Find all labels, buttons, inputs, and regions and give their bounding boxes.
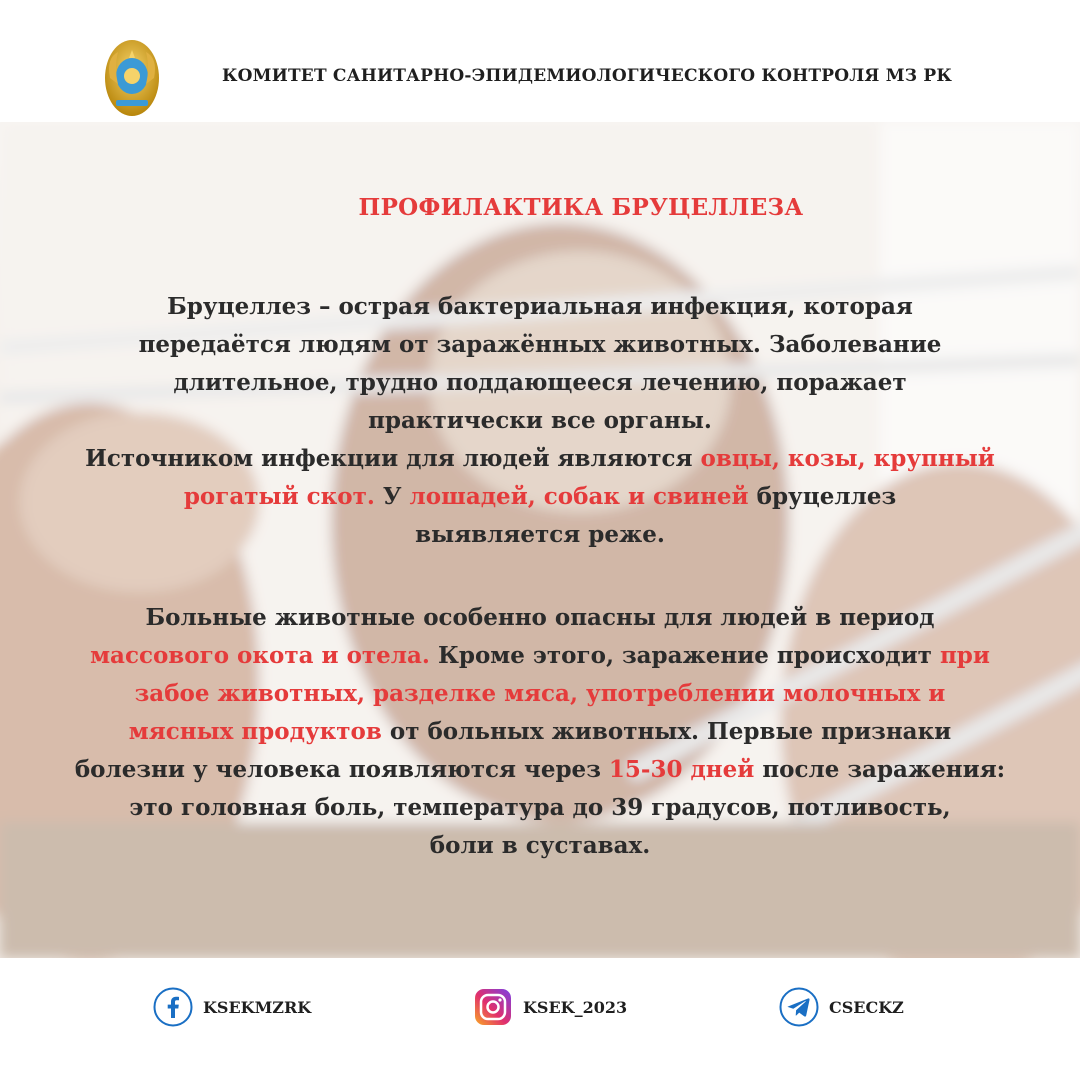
facebook-icon[interactable] [153,987,193,1027]
text-line: боли в суставах. [429,832,651,859]
facebook-link[interactable] [153,986,311,1028]
page-title: ПРОФИЛАКТИКА БРУЦЕЛЛЕЗА [358,194,804,221]
highlight-text: овцы, козы, крупный [700,445,995,472]
paragraph-description [30,288,1050,554]
text-line: практически все органы. [368,407,712,434]
text-fragment: бруцеллез [748,483,897,510]
text-line [30,440,1050,478]
footer [0,958,1080,1080]
text-line: длительное, трудно поддающееся лечению, поражает [173,369,907,396]
main-content [0,122,1080,958]
telegram-icon[interactable] [779,987,819,1027]
highlight-text: лошадей, собак и свиней [409,483,749,510]
highlight-text: рогатый скот. [183,483,375,510]
text-line: передаётся людям от заражённых животных. Заболевание [138,331,942,358]
paragraph-risks [30,599,1050,865]
text-line: Бруцеллез – острая бактериальная инфекция, которая [167,293,913,320]
facebook-label[interactable]: KSEKMZRK [203,997,312,1017]
text-fragment: от больных животных. Первые признаки [381,718,952,745]
text-fragment: Кроме этого, заражение происходит [429,642,940,669]
text-fragment: У [374,483,410,510]
highlight-text: забое животных, разделке мяса, употреблении молочных и [134,680,946,707]
text-line [30,478,1050,516]
highlight-text: при [939,642,990,669]
organization-title: КОМИТЕТ САНИТАРНО-ЭПИДЕМИОЛОГИЧЕСКОГО КОНТРОЛЯ МЗ РК [222,66,952,86]
highlight-text: мясных продуктов [128,718,382,745]
text-line [30,751,1050,789]
header [0,0,1080,122]
highlight-text: 15-30 дней [608,756,755,783]
text-line [30,637,1050,675]
text-fragment: Источником инфекции для людей являются [85,445,701,472]
kazakhstan-emblem-icon [104,38,160,118]
text-fragment: болезни у человека появляются через [74,756,609,783]
telegram-label[interactable]: CSECKZ [829,997,904,1017]
text-line [30,713,1050,751]
instagram-label[interactable]: KSEK_2023 [523,997,628,1017]
text-line: выявляется реже. [415,521,665,548]
instagram-link[interactable] [473,986,627,1028]
text-line: Больные животные особенно опасны для людей в период [145,604,935,631]
instagram-icon[interactable] [473,987,513,1027]
highlight-text: массового окота и отела. [90,642,430,669]
telegram-link[interactable] [779,986,904,1028]
text-line: это головная боль, температура до 39 градусов, потливость, [129,794,951,821]
text-fragment: после заражения: [754,756,1006,783]
